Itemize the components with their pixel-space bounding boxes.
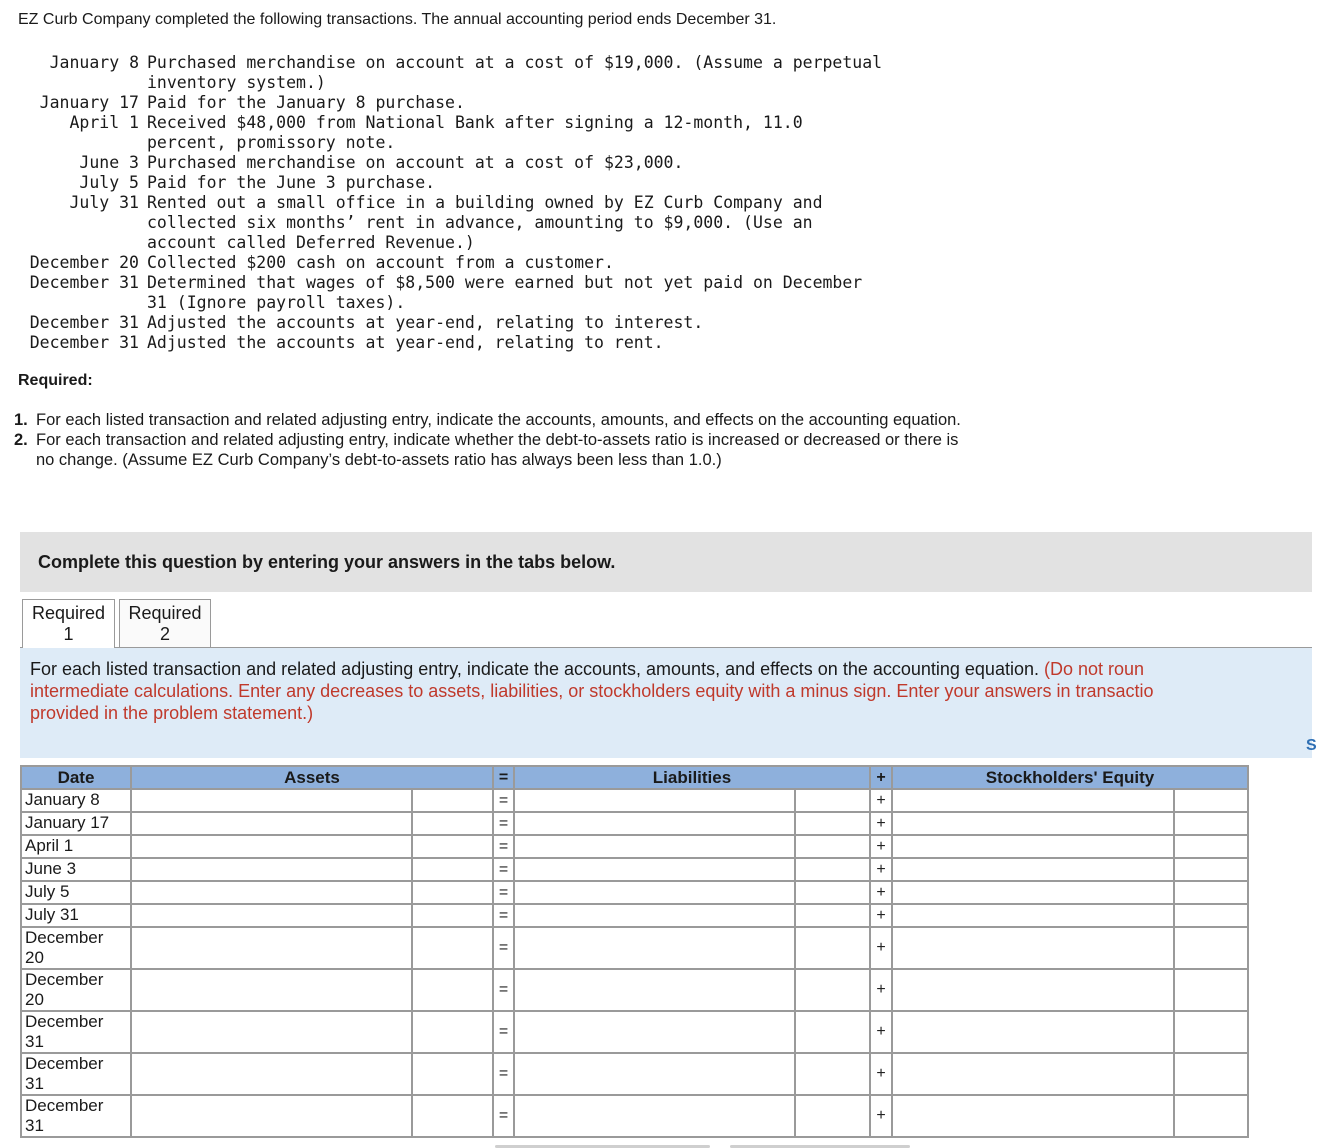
equity-amount-cell [1174,1053,1248,1095]
header-plus: + [870,766,892,789]
equals-sign: = [493,904,514,927]
equity-amount-cell [1174,881,1248,904]
liabilities-amount-input[interactable] [796,792,869,809]
table-row [21,835,1248,858]
assets-account-input[interactable] [132,907,411,924]
transaction-desc: Adjusted the accounts at year-end, relating to rent. [147,333,664,352]
row-date-text: 20 [25,948,44,967]
equity-amount-input[interactable] [1175,838,1247,855]
requirement-text: For each listed transaction and related adjusting entry, indicate the accounts, amounts, and effects on the accounting equation. [36,411,961,429]
tab-label: Required [128,603,202,623]
row-date [21,927,131,969]
liabilities-account-input[interactable] [515,982,794,999]
equity-amount-input[interactable] [1175,982,1247,999]
liabilities-account-input[interactable] [515,907,794,924]
equity-amount-cell [1174,969,1248,1011]
tab-label: Required [31,603,106,623]
liabilities-amount-cell [795,881,870,904]
liabilities-amount-input[interactable] [796,1108,869,1125]
assets-account-cell [131,969,412,1011]
clipped-text: S [1306,737,1317,754]
equity-amount-input[interactable] [1175,884,1247,901]
row-date-text: December [25,928,104,947]
assets-account-cell [131,835,412,858]
plus-sign: + [870,812,892,835]
liabilities-amount-input[interactable] [796,982,869,999]
liabilities-account-cell [514,904,795,927]
assets-amount-cell [412,812,493,835]
assets-account-input[interactable] [132,982,411,999]
plus-sign: + [870,969,892,1011]
plus-sign: + [870,904,892,927]
transaction-item [18,253,957,273]
assets-account-input[interactable] [132,884,411,901]
liabilities-amount-cell [795,927,870,969]
equals-sign: = [493,835,514,858]
equity-account-input[interactable] [893,815,1173,832]
liabilities-account-input[interactable] [515,940,794,957]
equity-amount-input[interactable] [1175,792,1247,809]
liabilities-amount-input[interactable] [796,838,869,855]
accounting-equation-table [20,765,1249,1138]
assets-amount-cell [412,1095,493,1137]
liabilities-amount-input[interactable] [796,1066,869,1083]
equity-account-input[interactable] [893,982,1173,999]
assets-account-cell [131,927,412,969]
equity-amount-input[interactable] [1175,815,1247,832]
table-row [21,789,1248,812]
assets-account-input[interactable] [132,815,411,832]
tab-instructions [20,648,1312,758]
liabilities-amount-input[interactable] [796,940,869,957]
equity-account-cell [892,927,1174,969]
liabilities-account-cell [514,812,795,835]
assets-account-cell [131,881,412,904]
row-date-text: 31 [25,1032,44,1051]
transaction-item [18,53,957,93]
liabilities-amount-cell [795,835,870,858]
assets-amount-cell [412,881,493,904]
equity-account-cell [892,835,1174,858]
header-equals: = [493,766,514,789]
requirement-item [14,430,974,470]
assets-account-input[interactable] [132,838,411,855]
row-date-text: April 1 [25,836,74,855]
equity-amount-cell [1174,1011,1248,1053]
transaction-item [18,333,957,353]
row-date-text: 31 [25,1116,44,1135]
assets-amount-input[interactable] [413,838,492,855]
assets-account-cell [131,1053,412,1095]
equity-account-cell [892,881,1174,904]
assets-account-input[interactable] [132,1024,411,1041]
assets-amount-cell [412,835,493,858]
equity-amount-cell [1174,927,1248,969]
instruction-hint: (Do not roun [1044,659,1145,679]
transaction-date: January 8 [49,53,139,72]
equity-account-cell [892,1011,1174,1053]
liabilities-amount-input[interactable] [796,1024,869,1041]
assets-account-cell [131,858,412,881]
row-date [21,812,131,835]
equals-sign: = [493,1011,514,1053]
plus-sign: + [870,881,892,904]
transaction-desc: Received $48,000 from National Bank after signing a 12-month, 11.0 percent, promissory note. [147,113,803,152]
transaction-item [18,93,957,113]
assets-amount-cell [412,904,493,927]
transaction-date: April 1 [69,113,139,132]
plus-sign: + [870,927,892,969]
table-row [21,1011,1248,1053]
tab-label-number: 2 [159,624,170,644]
row-date [21,858,131,881]
assets-account-input[interactable] [132,792,411,809]
table-row [21,1095,1248,1137]
transaction-date: December 31 [29,313,139,332]
equity-account-input[interactable] [893,884,1173,901]
equals-sign: = [493,881,514,904]
tab-bar [22,599,211,649]
equity-amount-cell [1174,1095,1248,1137]
liabilities-amount-cell [795,812,870,835]
equity-account-input[interactable] [893,1024,1173,1041]
row-date-text: December [25,970,104,989]
transaction-item [18,153,957,173]
row-date [21,1053,131,1095]
row-date [21,969,131,1011]
transaction-date: June 3 [79,153,139,172]
equity-account-cell [892,1095,1174,1137]
assets-account-input[interactable] [132,940,411,957]
equity-amount-cell [1174,835,1248,858]
equity-account-cell [892,1053,1174,1095]
transaction-item [18,113,957,153]
equity-account-input[interactable] [893,861,1173,878]
equals-sign: = [493,1053,514,1095]
transaction-desc: Purchased merchandise on account at a cost of $19,000. (Assume a perpetual inventory system.) [147,53,883,92]
table-row [21,881,1248,904]
equity-account-cell [892,969,1174,1011]
transaction-desc: Purchased merchandise on account at a cost of $23,000. [147,153,684,172]
transaction-desc: Paid for the January 8 purchase. [147,93,465,112]
liabilities-account-cell [514,1053,795,1095]
table-header-row [21,766,1248,789]
table-row [21,812,1248,835]
transaction-item [18,173,957,193]
liabilities-account-input[interactable] [515,1108,794,1125]
row-date [21,881,131,904]
assets-amount-cell [412,1053,493,1095]
liabilities-amount-input[interactable] [796,884,869,901]
row-date-text: January 8 [25,790,100,809]
row-date-text: December [25,1054,104,1073]
plus-sign: + [870,858,892,881]
equity-account-input[interactable] [893,838,1173,855]
assets-account-cell [131,1095,412,1137]
assets-amount-cell [412,789,493,812]
assets-amount-cell [412,927,493,969]
equity-account-input[interactable] [893,940,1173,957]
liabilities-amount-input[interactable] [796,907,869,924]
equity-account-cell [892,812,1174,835]
equity-account-input[interactable] [893,1066,1173,1083]
assets-account-cell [131,1011,412,1053]
liabilities-account-cell [514,1095,795,1137]
table-row [21,858,1248,881]
instructions-banner [20,532,1312,592]
liabilities-amount-cell [795,969,870,1011]
transaction-date: July 5 [79,173,139,192]
liabilities-amount-cell [795,789,870,812]
row-date-text: December [25,1012,104,1031]
liabilities-account-input[interactable] [515,1066,794,1083]
requirement-number: 2. [14,431,28,449]
equity-amount-input[interactable] [1175,907,1247,924]
equity-account-cell [892,789,1174,812]
header-date: Date [21,766,131,789]
liabilities-account-cell [514,969,795,1011]
liabilities-account-input[interactable] [515,838,794,855]
transaction-item [18,193,957,253]
liabilities-amount-input[interactable] [796,815,869,832]
equity-account-input[interactable] [893,792,1173,809]
assets-amount-cell [412,858,493,881]
row-date [21,1095,131,1137]
liabilities-account-cell [514,835,795,858]
row-date [21,789,131,812]
assets-account-input[interactable] [132,861,411,878]
row-date-text: 20 [25,990,44,1009]
assets-account-input[interactable] [132,1066,411,1083]
transaction-date: December 31 [29,273,139,292]
assets-amount-input[interactable] [413,940,492,957]
equity-amount-input[interactable] [1175,1024,1247,1041]
liabilities-amount-cell [795,858,870,881]
instruction-hint: intermediate calculations. Enter any decreases to assets, liabilities, or stockholders equity with a minus sign. Enter your answers in transactio [30,681,1154,701]
liabilities-account-cell [514,1011,795,1053]
instruction-line-1 [30,658,1312,680]
problem-intro: EZ Curb Company completed the following transactions. The annual accounting period ends December 31. [18,11,777,28]
equity-amount-input[interactable] [1175,1108,1247,1125]
header-liabilities: Liabilities [514,766,870,789]
row-date [21,835,131,858]
instruction-main: For each listed transaction and related adjusting entry, indicate the accounts, amounts, and effects on the accounting equation. [30,659,1039,679]
required-heading: Required: [18,372,93,389]
transaction-date: December 31 [29,333,139,352]
equity-amount-cell [1174,789,1248,812]
assets-amount-cell [412,969,493,1011]
header-stockholders-equity: Stockholders' Equity [892,766,1248,789]
liabilities-account-input[interactable] [515,1024,794,1041]
transaction-desc: Adjusted the accounts at year-end, relating to interest. [147,313,704,332]
assets-amount-input[interactable] [413,861,492,878]
liabilities-account-input[interactable] [515,861,794,878]
plus-sign: + [870,1095,892,1137]
transaction-desc: Paid for the June 3 purchase. [147,173,436,192]
transaction-date: January 17 [39,93,139,112]
equity-amount-cell [1174,904,1248,927]
requirement-number: 1. [14,411,28,429]
assets-amount-input[interactable] [413,1024,492,1041]
equals-sign: = [493,927,514,969]
assets-account-input[interactable] [132,1108,411,1125]
transaction-desc: Collected $200 cash on account from a customer. [147,253,614,272]
liabilities-account-input[interactable] [515,792,794,809]
row-date-text: December [25,1096,104,1115]
assets-account-cell [131,789,412,812]
liabilities-account-cell [514,927,795,969]
plus-sign: + [870,1011,892,1053]
tab-required-2[interactable] [119,599,211,648]
liabilities-amount-cell [795,904,870,927]
liabilities-account-cell [514,858,795,881]
liabilities-amount-cell [795,1095,870,1137]
assets-amount-input[interactable] [413,884,492,901]
table-row [21,904,1248,927]
row-date [21,904,131,927]
assets-amount-input[interactable] [413,1108,492,1125]
table-row [21,1053,1248,1095]
plus-sign: + [870,1053,892,1095]
equity-amount-input[interactable] [1175,1066,1247,1083]
transaction-date: December 20 [29,253,139,272]
plus-sign: + [870,789,892,812]
tab-required-1[interactable] [22,599,115,649]
transaction-desc: Rented out a small office in a building owned by EZ Curb Company and collected six months’ rent in advance, amounting to $9,000. (Use an account called Deferred Revenue.) [147,193,823,252]
tab-label-number: 1 [63,624,74,644]
equity-account-input[interactable] [893,1108,1173,1125]
transaction-item [18,273,957,313]
instruction-hint: provided in the problem statement.) [30,703,314,723]
liabilities-amount-input[interactable] [796,861,869,878]
equity-account-cell [892,858,1174,881]
equity-amount-input[interactable] [1175,940,1247,957]
row-date-text: July 31 [25,905,79,924]
row-date-text: 31 [25,1074,44,1093]
equity-amount-cell [1174,858,1248,881]
assets-amount-input[interactable] [413,1066,492,1083]
plus-sign: + [870,835,892,858]
equity-amount-input[interactable] [1175,861,1247,878]
table-row [21,969,1248,1011]
equals-sign: = [493,789,514,812]
liabilities-amount-cell [795,1053,870,1095]
requirements-list [14,410,974,470]
transaction-list [18,53,957,353]
liabilities-account-cell [514,881,795,904]
equals-sign: = [493,858,514,881]
liabilities-amount-cell [795,1011,870,1053]
banner-text: Complete this question by entering your answers in the tabs below. [38,551,616,572]
assets-amount-input[interactable] [413,792,492,809]
row-date-text: July 5 [25,882,70,901]
row-date-text: June 3 [25,859,77,878]
equity-account-cell [892,904,1174,927]
equals-sign: = [493,1095,514,1137]
liabilities-account-input[interactable] [515,815,794,832]
assets-amount-cell [412,1011,493,1053]
equals-sign: = [493,812,514,835]
transaction-date: July 31 [69,193,139,212]
row-date [21,1011,131,1053]
liabilities-account-cell [514,789,795,812]
requirement-text: For each transaction and related adjusting entry, indicate whether the debt-to-assets ratio is increased or decreased or there is no change. (Assume EZ Curb Company’s debt-to-assets ratio has always been less than 1.0.) [36,431,959,469]
requirement-item [14,410,974,430]
transaction-desc: Determined that wages of $8,500 were earned but not yet paid on December 31 (Ignore payroll taxes). [147,273,863,312]
assets-amount-input[interactable] [413,982,492,999]
table-row [21,927,1248,969]
transaction-item [18,313,957,333]
assets-amount-input[interactable] [413,907,492,924]
equals-sign: = [493,969,514,1011]
equity-account-input[interactable] [893,907,1173,924]
assets-amount-input[interactable] [413,815,492,832]
row-date-text: January 17 [25,813,110,832]
header-assets: Assets [131,766,493,789]
assets-account-cell [131,904,412,927]
equity-amount-cell [1174,812,1248,835]
assets-account-cell [131,812,412,835]
liabilities-account-input[interactable] [515,884,794,901]
